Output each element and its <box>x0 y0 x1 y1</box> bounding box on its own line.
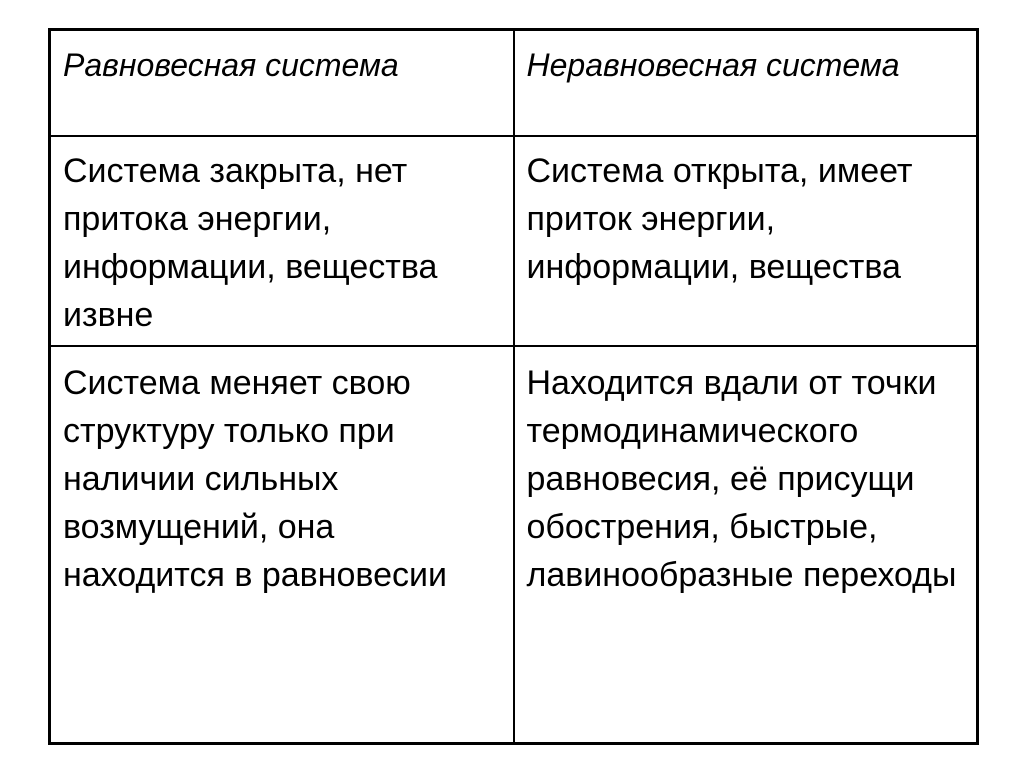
table-row <box>50 346 978 744</box>
comparison-table <box>48 28 979 745</box>
cell-equilibrium-openness: Система закрыта, нет притока энергии, информации, вещества извне <box>50 136 514 346</box>
table-row <box>50 136 978 346</box>
header-equilibrium-system: Равновесная система <box>50 30 514 136</box>
table-header-row <box>50 30 978 136</box>
cell-nonequilibrium-openness: Система открыта, имеет приток энергии, информации, вещества <box>514 136 978 346</box>
cell-nonequilibrium-structure: Находится вдали от точки термодинамического равновесия, её присущи обострения, быстрые, лавинообразные переходы <box>514 346 978 744</box>
cell-equilibrium-structure: Система меняет свою структуру только при наличии сильных возмущений, она находится в равновесии <box>50 346 514 744</box>
header-nonequilibrium-system: Неравновесная система <box>514 30 978 136</box>
